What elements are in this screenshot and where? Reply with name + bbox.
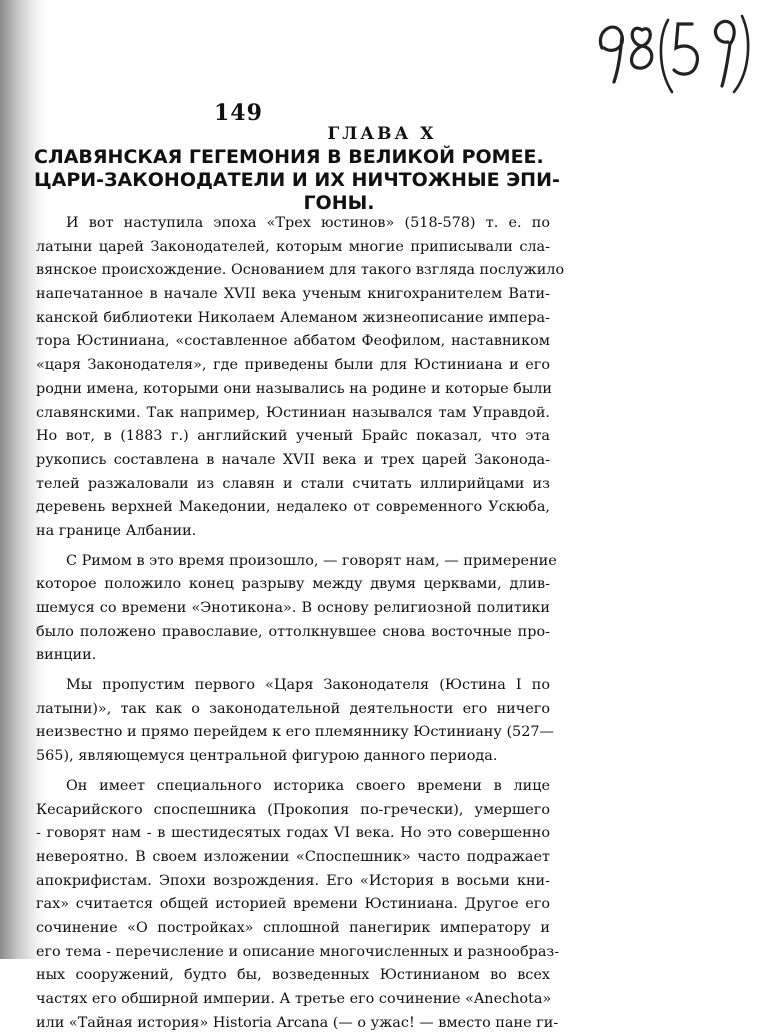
- text-line: невероятно. В своем изложении «Споспешник» часто подражает: [36, 848, 550, 865]
- body-text: [36, 212, 565, 1035]
- text-line: рукопись составлена в начале XVII века и трех царей Законода-: [36, 451, 550, 468]
- text-line: Мы пропустим первого «Царя Законодателя (Юстина I по: [66, 677, 550, 694]
- text-line: латыни царей Законодателей, которым многие приписывали сла-: [36, 238, 550, 255]
- text-line: И вот наступила эпоха «Трех юстинов» (518-578) т. е. по: [66, 215, 550, 231]
- text-line: шемуся со времени «Энотикона». В основу религиозной политики: [36, 600, 550, 616]
- title-line: СЛАВЯНСКАЯ ГЕГЕМОНИЯ В ВЕЛИКОЙ РОМЕЕ.: [34, 146, 544, 168]
- text-line: Кесарийского споспешника (Прокопия по-гречески), умершего: [36, 801, 550, 818]
- text-line: вянское происхождение. Основанием для такого взгляда послужило: [36, 262, 565, 279]
- text-line: родни имена, которыми они назывались на родине и которые были: [36, 380, 553, 397]
- text-line: славянскими. Так например, Юстиниан назывался там Управдой.: [36, 404, 550, 421]
- text-line: частях его обширной империи. А третье его сочинение «Anechota»: [36, 991, 552, 1007]
- text-line: «царя Законодателя», где приведены были для Юстиниана и его: [36, 357, 550, 374]
- text-line: апокрифистам. Эпохи возрождения. Его «История в восьми кни-: [36, 872, 550, 889]
- text-line: гах» считается общей историей времени Юстиниана. Другое его: [36, 896, 550, 913]
- text-line: латыни)», так как о законодательной деятельности его ничего: [36, 700, 550, 717]
- text-line: тора Юстиниана, «составленное аббатом Феофилом, наставником: [36, 333, 550, 350]
- text-line: было положено православие, оттолкнувшее снова восточные про-: [36, 623, 550, 640]
- handwritten-archive-number: [592, 8, 752, 98]
- chapter-heading: ГЛАВА X: [327, 124, 437, 144]
- text-line: телей разжаловали из славян и стали считать иллирийцами из: [36, 475, 550, 492]
- text-line: деревень верхней Македонии, недалеко от современного Ускюба,: [36, 499, 550, 516]
- text-line: его тема - перечисление и описание многочисленных и разнообраз-: [36, 943, 560, 960]
- text-line: 565), являющемуся центральной фигурою данного периода.: [36, 748, 498, 765]
- text-line: напечатанное в начале XVII века ученым книгохранителем Вати-: [36, 286, 550, 303]
- text-line: ных сооружений, будто бы, возведенных Юстинианом во всех: [36, 967, 550, 984]
- text-line: - говорят нам - в шестидесятых годах VI века. Но это совершенно: [36, 825, 550, 842]
- text-line: С Римом в это время произошло, — говорят нам, — примерение: [66, 552, 557, 569]
- text-line: канской библиотеки Николаем Алеманом жизнеописание импера-: [36, 309, 550, 326]
- text-line: Но вот, в (1883 г.) английский ученый Брайс показал, что эта: [36, 428, 550, 445]
- text-line: неизвестно и прямо перейдем к его племяннику Юстиниану (527—: [36, 724, 554, 741]
- chapter-title: [34, 146, 564, 215]
- page-number: 149: [214, 100, 263, 126]
- text-line: сочинение «О постройках» сплошной панегирик императору и: [36, 919, 550, 936]
- text-line: винции.: [36, 647, 97, 664]
- text-line: Он имеет специального историка своего времени в лице: [66, 777, 550, 794]
- text-line: или «Тайная история» Historia Arcana (— о ужас! — вместо пане ги-: [36, 1014, 559, 1031]
- title-line: ГОНЫ.: [303, 192, 375, 214]
- text-line: на границе Албании.: [36, 522, 197, 539]
- title-line: ЦАРИ-ЗАКОНОДАТЕЛИ И ИХ НИЧТОЖНЫЕ ЭПИ-: [34, 169, 560, 191]
- text-line: которое положило конец разрыву между двумя церквами, длив-: [36, 576, 550, 593]
